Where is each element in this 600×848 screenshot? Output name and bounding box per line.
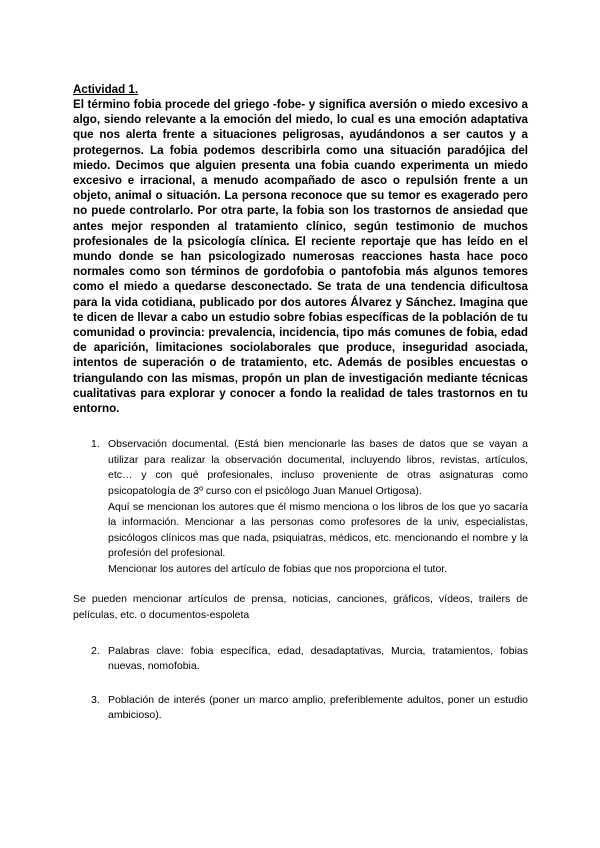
list-item-number: 1. <box>91 438 100 451</box>
list-item-text: Aquí se mencionan los autores que él mismo menciona o los libros de los que yo sacaría la información. Mencionar a las personas como profesores de la univ, especialistas, psicólogos clínicos mas que nada, psiquiatras, médicos, etc. mencionando el nombre y la profesión del profesional. <box>108 500 528 560</box>
list-item <box>73 693 528 724</box>
list-item-text: Observación documental. (Está bien mencionarle las bases de datos que se vayan a utilizar para realizar la observación documental, incluyendo libros, revistas, artículos, etc… y con qué profesionales, incluso proveniente de otras asignaturas como psicopatología de 3º curso con el psicólogo Juan Manuel Ortigosa). <box>108 438 528 498</box>
document-page <box>73 82 528 724</box>
activity-title: Actividad 1. <box>73 83 139 96</box>
list-item-text: Mencionar los autores del artículo de fobias que nos proporciona el tutor. <box>108 563 448 576</box>
list-item-number: 3. <box>91 693 100 706</box>
list-item-text: Palabras clave: fobia específica, edad, desadaptativas, Murcia, tratamientos, fobias nuevas, nomofobia. <box>108 644 528 673</box>
note-paragraph: Se pueden mencionar artículos de prensa, noticias, canciones, gráficos, vídeos, trailers de películas, etc. o documentos-espoleta <box>73 592 528 621</box>
numbered-list <box>73 644 528 724</box>
numbered-list <box>73 437 528 577</box>
list-item-text: Población de interés (poner un marco amplio, preferiblemente adultos, poner un estudio ambicioso). <box>108 693 528 722</box>
intro-paragraph: El término fobia procede del griego -fobe- y significa aversión o miedo excesivo a algo, siendo relevante a la emoción del miedo, lo cual es una emoción adaptativa que nos alerta frente a situaciones peligrosas, ayudándonos a ser cautos y a protegernos. La fobia podemos describirla como una situación paradójica del miedo. Decimos que alguien presenta una fobia cuando experimenta un miedo excesivo e irracional, a menudo acompañado de asco o repulsión frente a un objeto, animal o situación. La persona reconoce que su temor es exagerado pero no puede controlarlo. Por otra parte, la fobia son los trastornos de ansiedad que antes mejor responden al tratamiento clínico, según testimonio de muchos profesionales de la psicología clínica. El reciente reportaje que has leído en el mundo donde se han psicologizado numerosas reacciones hasta hace poco normales como son términos de gordofobia o pantofobia más algunos temores como el miedo a quedarse desconectado. Se trata de una tendencia dificultosa para la vida cotidiana, publicado por dos autores Álvarez y Sánchez. Imagina que te dicen de llevar a cabo un estudio sobre fobias específicas de la población de tu comunidad o provincia: prevalencia, incidencia, tipo más comunes de fobia, edad de aparición, limitaciones sociolaborales que produce, inseguridad asociada, intentos de superación o de tratamiento, etc. Además de posibles encuestas o triangulando con las mismas, propón un plan de investigación mediante técnicas cualitativas para explorar y conocer a fondo la realidad de tales trastornos en tu entorno. <box>73 98 528 416</box>
list-item-number: 2. <box>91 644 100 657</box>
list-item <box>73 437 528 577</box>
list-item <box>73 644 528 675</box>
